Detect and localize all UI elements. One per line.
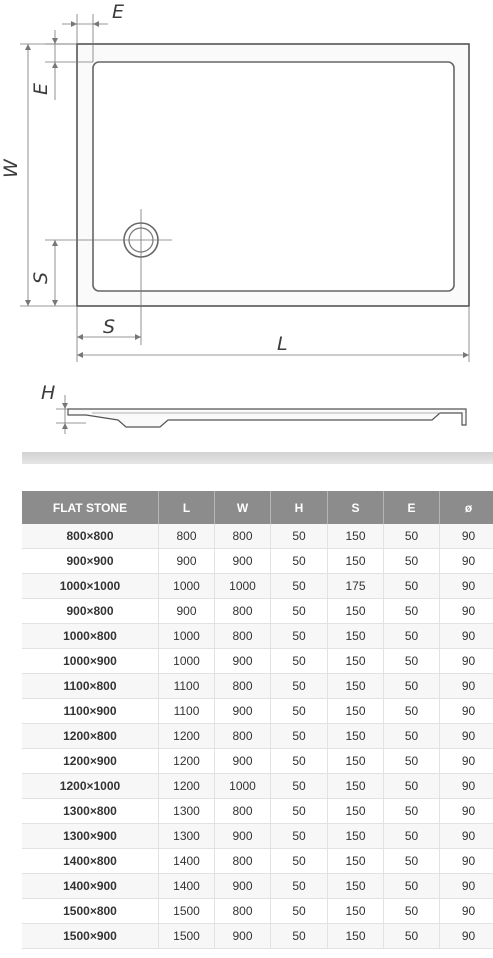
table-body [22, 524, 493, 949]
cell-s: 150 [328, 674, 384, 699]
cell-width: 800 [215, 724, 271, 749]
table-row [22, 774, 493, 799]
cell-width: 900 [215, 549, 271, 574]
cell-diameter: 90 [440, 824, 493, 849]
cell-s: 150 [328, 824, 384, 849]
cell-e: 50 [384, 674, 440, 699]
cell-height: 50 [271, 674, 328, 699]
table-row [22, 724, 493, 749]
cell-e: 50 [384, 824, 440, 849]
cell-e: 50 [384, 799, 440, 824]
cell-e: 50 [384, 649, 440, 674]
cell-diameter: 90 [440, 599, 493, 624]
cell-length: 1000 [159, 624, 215, 649]
column-header-height: H [271, 491, 328, 524]
cell-model: 1000×1000 [22, 574, 159, 599]
cell-length: 1500 [159, 899, 215, 924]
cell-e: 50 [384, 724, 440, 749]
cell-e: 50 [384, 549, 440, 574]
cell-e: 50 [384, 749, 440, 774]
cell-e: 50 [384, 599, 440, 624]
cell-model: 900×900 [22, 549, 159, 574]
table-row [22, 924, 493, 949]
cell-height: 50 [271, 599, 328, 624]
column-header-e: E [384, 491, 440, 524]
cell-width: 900 [215, 874, 271, 899]
table-header [22, 491, 493, 524]
dim-label-h: H [41, 382, 56, 404]
cell-s: 150 [328, 874, 384, 899]
cell-diameter: 90 [440, 574, 493, 599]
cell-length: 1400 [159, 849, 215, 874]
table-row [22, 574, 493, 599]
dim-label-s-bottom: S [103, 316, 116, 338]
cell-width: 800 [215, 524, 271, 549]
cell-width: 800 [215, 599, 271, 624]
cell-e: 50 [384, 699, 440, 724]
cell-height: 50 [271, 799, 328, 824]
cell-diameter: 90 [440, 899, 493, 924]
dimension-table [22, 491, 493, 949]
cell-length: 1000 [159, 574, 215, 599]
cell-model: 1200×1000 [22, 774, 159, 799]
cell-model: 1300×800 [22, 799, 159, 824]
cell-diameter: 90 [440, 799, 493, 824]
cell-s: 150 [328, 749, 384, 774]
cell-e: 50 [384, 574, 440, 599]
cell-height: 50 [271, 899, 328, 924]
cell-model: 1500×800 [22, 899, 159, 924]
table-row [22, 849, 493, 874]
cell-diameter: 90 [440, 649, 493, 674]
cell-model: 1300×900 [22, 824, 159, 849]
cell-width: 900 [215, 749, 271, 774]
cell-width: 900 [215, 824, 271, 849]
cell-height: 50 [271, 749, 328, 774]
cell-width: 1000 [215, 574, 271, 599]
table-row [22, 624, 493, 649]
cell-e: 50 [384, 774, 440, 799]
cell-width: 1000 [215, 774, 271, 799]
cell-height: 50 [271, 549, 328, 574]
table-header-row [22, 491, 493, 524]
dim-label-e-left: E [30, 82, 52, 95]
cell-length: 1200 [159, 749, 215, 774]
cell-length: 1100 [159, 674, 215, 699]
cell-width: 900 [215, 699, 271, 724]
cell-s: 150 [328, 799, 384, 824]
cell-diameter: 90 [440, 849, 493, 874]
cell-model: 1500×900 [22, 924, 159, 949]
dim-label-w: W [0, 159, 22, 178]
dim-label-l: L [277, 333, 288, 355]
section-divider [22, 452, 493, 464]
cell-height: 50 [271, 924, 328, 949]
cell-diameter: 90 [440, 699, 493, 724]
table-row [22, 899, 493, 924]
table-row [22, 799, 493, 824]
cell-s: 150 [328, 699, 384, 724]
cell-e: 50 [384, 524, 440, 549]
table-row [22, 874, 493, 899]
cell-model: 1000×800 [22, 624, 159, 649]
cell-e: 50 [384, 624, 440, 649]
cell-s: 150 [328, 924, 384, 949]
cell-s: 150 [328, 649, 384, 674]
dim-label-e-top: E [112, 1, 125, 23]
column-header-length: L [159, 491, 215, 524]
cell-length: 1300 [159, 799, 215, 824]
cell-length: 1000 [159, 649, 215, 674]
cell-e: 50 [384, 899, 440, 924]
cell-length: 900 [159, 599, 215, 624]
table-row [22, 824, 493, 849]
cell-s: 150 [328, 724, 384, 749]
cell-height: 50 [271, 724, 328, 749]
cell-length: 1200 [159, 774, 215, 799]
cell-s: 150 [328, 624, 384, 649]
cell-diameter: 90 [440, 549, 493, 574]
cell-height: 50 [271, 524, 328, 549]
column-header-model: FLAT STONE [22, 491, 159, 524]
dim-label-s-left: S [30, 271, 52, 284]
cell-length: 1500 [159, 924, 215, 949]
cell-model: 1200×800 [22, 724, 159, 749]
table-row [22, 599, 493, 624]
table-row [22, 524, 493, 549]
cell-s: 150 [328, 899, 384, 924]
column-header-width: W [215, 491, 271, 524]
cell-diameter: 90 [440, 524, 493, 549]
cell-s: 175 [328, 574, 384, 599]
cell-model: 1100×900 [22, 699, 159, 724]
column-header-diameter: ø [440, 491, 493, 524]
cell-s: 150 [328, 774, 384, 799]
table-row [22, 549, 493, 574]
cell-diameter: 90 [440, 674, 493, 699]
cell-length: 900 [159, 549, 215, 574]
cell-height: 50 [271, 699, 328, 724]
cell-length: 1200 [159, 724, 215, 749]
cell-e: 50 [384, 849, 440, 874]
cell-s: 150 [328, 524, 384, 549]
cell-height: 50 [271, 824, 328, 849]
table-row [22, 749, 493, 774]
cell-height: 50 [271, 849, 328, 874]
cell-diameter: 90 [440, 624, 493, 649]
cell-e: 50 [384, 924, 440, 949]
table-row [22, 699, 493, 724]
cell-s: 150 [328, 549, 384, 574]
cell-s: 150 [328, 599, 384, 624]
tray-side-profile [68, 409, 466, 427]
cell-height: 50 [271, 649, 328, 674]
cell-width: 900 [215, 924, 271, 949]
cell-height: 50 [271, 774, 328, 799]
cell-width: 800 [215, 899, 271, 924]
cell-length: 1300 [159, 824, 215, 849]
cell-width: 800 [215, 849, 271, 874]
cell-e: 50 [384, 874, 440, 899]
cell-model: 800×800 [22, 524, 159, 549]
cell-height: 50 [271, 574, 328, 599]
cell-model: 1200×900 [22, 749, 159, 774]
cell-diameter: 90 [440, 774, 493, 799]
table-row [22, 674, 493, 699]
cell-width: 800 [215, 624, 271, 649]
shower-tray-technical-drawing [0, 0, 493, 440]
cell-width: 900 [215, 649, 271, 674]
cell-diameter: 90 [440, 924, 493, 949]
cell-diameter: 90 [440, 874, 493, 899]
cell-s: 150 [328, 849, 384, 874]
cell-height: 50 [271, 874, 328, 899]
cell-height: 50 [271, 624, 328, 649]
cell-length: 1400 [159, 874, 215, 899]
cell-width: 800 [215, 799, 271, 824]
column-header-s: S [328, 491, 384, 524]
cell-length: 1100 [159, 699, 215, 724]
cell-model: 1000×900 [22, 649, 159, 674]
cell-length: 800 [159, 524, 215, 549]
cell-width: 800 [215, 674, 271, 699]
cell-model: 1400×900 [22, 874, 159, 899]
table-row [22, 649, 493, 674]
cell-model: 1400×800 [22, 849, 159, 874]
cell-diameter: 90 [440, 724, 493, 749]
cell-model: 1100×800 [22, 674, 159, 699]
cell-diameter: 90 [440, 749, 493, 774]
cell-model: 900×800 [22, 599, 159, 624]
